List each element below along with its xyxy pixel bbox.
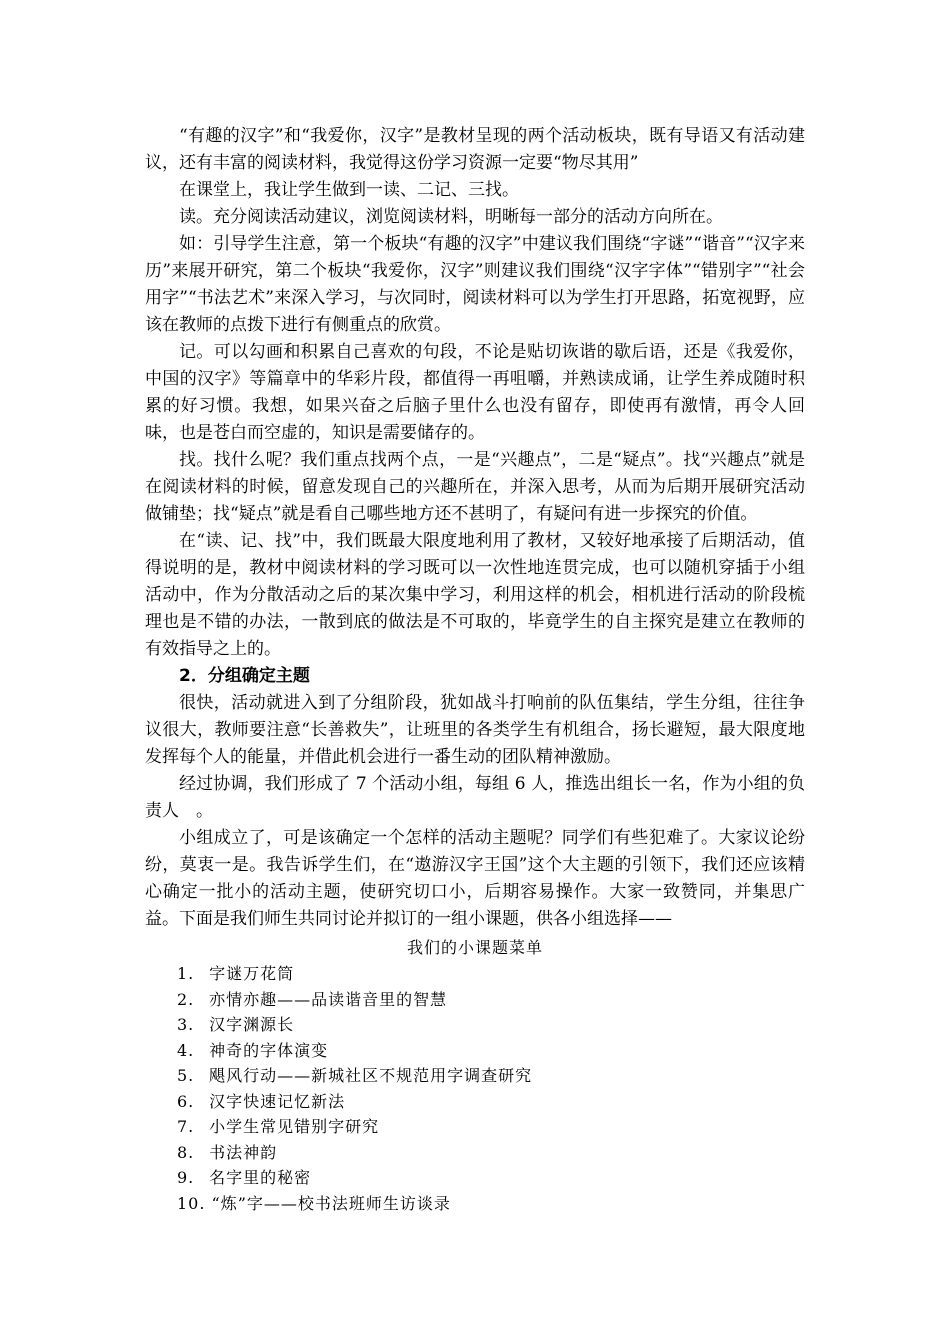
paragraph-example: 如：引导学生注意，第一个板块“有趣的汉字”中建议我们围绕“字谜”“谐音”“汉字来历”来展开研究，第二个板块“我爱你，汉字”则建议我们围绕“汉字字体”“错别字”“社会用字”“书法艺术”来深入学习，与次同时，阅读材料可以为学生打开思路，拓宽视野，应该在教师的点拨下进行有侧重点的欣赏。 — [145, 234, 805, 335]
list-item-text: 汉字渊源长 — [209, 1015, 295, 1034]
list-item-text: 小学生常见错别字研究 — [209, 1117, 380, 1136]
list-item — [145, 1191, 805, 1217]
topic-menu-title: 我们的小课题菜单 — [406, 938, 543, 957]
list-item-text: 汉字快速记忆新法 — [209, 1091, 346, 1111]
list-item-text: 飓风行动——新城社区不规范用字调查研究 — [209, 1066, 533, 1085]
list-item-text: 名字里的秘密 — [209, 1168, 312, 1187]
list-item — [145, 1038, 805, 1064]
list-item — [145, 1089, 805, 1115]
paragraph-summary: 在“读、记、找”中，我们既最大限度地利用了教材，又较好地承接了后期活动，值得说明的是，教材中阅读材料的学习既可以一次性地连贯完成，也可以随机穿插于小组活动中，作为分散活动之后的某次集中学习，利用这样的机会，相机进行活动的阶段梳理也是不错的办法，一散到底的做法是不可取的，毕竟学生的自主探究是建立在教师的有效指导之上的。 — [145, 531, 805, 659]
list-item — [145, 1012, 805, 1038]
paragraph-remember: 记。可以勾画和积累自己喜欢的句段，不论是贴切诙谐的歇后语，还是《我爱你，中国的汉字》等篇章中的华彩片段，都值得一再咀嚼，并熟读成诵，让学生养成随时积累的好习惯。我想，如果兴奋之后脑子里什么也没有留存，即使再有激情，再令人回味，也是苍白而空虚的，知识是需要储存的。 — [145, 342, 805, 443]
list-item-number: 5. — [177, 1066, 195, 1085]
topic-list — [145, 961, 805, 1216]
list-item — [145, 1063, 805, 1089]
list-item-number: 6. — [177, 1091, 195, 1111]
paragraph-find: 找。找什么呢？我们重点找两个点，一是“兴趣点”，二是“疑点”。找“兴趣点”就是在阅读材料的时候，留意发现自己的兴趣所在，并深入思考，从而为后期开展研究活动做铺垫；找“疑点”就是看自己哪些地方还不甚明了，有疑问有进一步探究的价值。 — [145, 450, 805, 524]
list-item-number: 10. — [177, 1193, 206, 1213]
list-item — [145, 987, 805, 1013]
paragraph-read-remember-find: 在课堂上，我让学生做到一读、二记、三找。 — [179, 180, 519, 200]
paragraph-read: 读。充分阅读活动建议，浏览阅读材料，明晰每一部分的活动方向所在。 — [179, 207, 723, 227]
paragraph-activity-blocks: “有趣的汉字”和“我爱你，汉字”是教材呈现的两个活动板块，既有导语又有活动建议，还有丰富的阅读材料，我觉得这份学习资源一定要“物尽其用” — [145, 126, 805, 173]
list-item — [145, 961, 805, 987]
list-item-text: 书法神韵 — [209, 1142, 278, 1162]
list-item-number: 4. — [177, 1040, 195, 1060]
list-item-number: 8. — [177, 1142, 195, 1162]
list-item-number: 9. — [177, 1168, 195, 1187]
section-heading: 2．分组确定主题 — [179, 666, 310, 686]
list-item — [145, 1140, 805, 1166]
list-item-number: 7. — [177, 1117, 195, 1136]
paragraph-topic-choice: 小组成立了，可是该确定一个怎样的活动主题呢？同学们有些犯难了。大家议论纷纷，莫衷一是。我告诉学生们，在“遨游汉字王国”这个大主题的引领下，我们还应该精心确定一批小的活动主题，使研究切口小，后期容易操作。大家一致赞同，并集思广益。下面是我们师生共同讨论并拟订的一组小课题，供各小组选择—— — [145, 828, 805, 929]
body-text — [145, 123, 805, 1216]
list-item-text: 神奇的字体演变 — [209, 1040, 329, 1060]
list-item-number: 3. — [177, 1015, 195, 1034]
list-item-text: “炼”字——校书法班师生访谈录 — [211, 1193, 451, 1213]
paragraph-grouping: 很快，活动就进入到了分组阶段，犹如战斗打响前的队伍集结，学生分组，往往争议很大，教师要注意“长善救失”，让班里的各类学生有机组合，扬长避短，最大限度地发挥每个人的能量，并借此机会进行一番生动的团队精神激励。 — [145, 693, 805, 767]
list-item-number: 1. — [177, 964, 195, 983]
list-item — [145, 1114, 805, 1140]
paragraph-groups-formed: 经过协调，我们形成了 7 个活动小组，每组 6 人，推选出组长一名，作为小组的负责人 。 — [145, 774, 805, 821]
list-item-text: 字谜万花筒 — [209, 964, 295, 983]
list-item — [145, 1165, 805, 1191]
list-item-number: 2. — [177, 989, 195, 1009]
list-item-text: 亦情亦趣——品读谐音里的智慧 — [209, 989, 448, 1009]
